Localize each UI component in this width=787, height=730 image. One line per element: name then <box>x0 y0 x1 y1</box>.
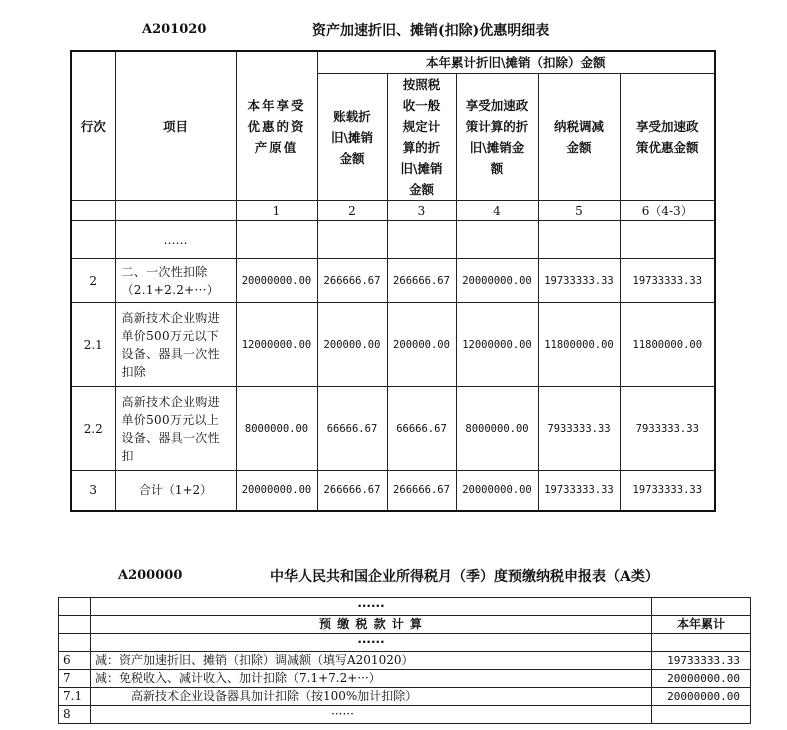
header-item: 项目 <box>115 51 236 201</box>
cell-blank <box>59 616 91 634</box>
table-row <box>71 303 715 387</box>
row-no: 8 <box>59 706 91 724</box>
row-no: 6 <box>59 652 91 670</box>
row-no: 7.1 <box>59 688 91 706</box>
header-row-no: 行次 <box>71 51 115 201</box>
row-no <box>71 221 115 259</box>
cell-value: 11800000.00 <box>620 303 715 387</box>
row-item: 高新技术企业购进单价500万元以下设备、器具一次性扣除 <box>115 303 236 387</box>
cell-value: 266666.67 <box>387 259 456 303</box>
cell-value: 266666.67 <box>317 259 387 303</box>
row-item: …… <box>115 221 236 259</box>
cell-value: 19733333.33 <box>620 259 715 303</box>
row-item: 减：资产加速折旧、摊销（扣除）调减额（填写A201020） <box>91 652 652 670</box>
cell-value <box>236 221 317 259</box>
cell-value: 200000.00 <box>317 303 387 387</box>
cell-value: 19733333.33 <box>538 471 620 511</box>
col-number-blank <box>115 201 236 221</box>
top-dots: ······ <box>91 598 652 616</box>
form-code: A201020 <box>142 22 207 37</box>
table-row <box>59 706 751 724</box>
header-book: 账载折旧\摊销金额 <box>317 74 387 201</box>
col-number: 5 <box>538 201 620 221</box>
header-label: 预 缴 税 款 计 算 <box>91 616 652 634</box>
row-item: 高新技术企业设备器具加计扣除（按100%加计扣除） <box>91 688 652 706</box>
cell-value <box>538 221 620 259</box>
col-number: 2 <box>317 201 387 221</box>
row-no: 2 <box>71 259 115 303</box>
cell-blank <box>652 634 751 652</box>
cell-value: 7933333.33 <box>620 387 715 471</box>
col-number: 1 <box>236 201 317 221</box>
table-row <box>59 652 751 670</box>
cell-value <box>456 221 538 259</box>
cell-value: 7933333.33 <box>538 387 620 471</box>
header-amount: 本年累计 <box>652 616 751 634</box>
cell-value: 19733333.33 <box>620 471 715 511</box>
cell-blank <box>59 634 91 652</box>
row-item: 二、一次性扣除（2.1+2.2+···） <box>115 259 236 303</box>
col-number: 6（4-3） <box>620 201 715 221</box>
row-item: ······ <box>91 706 652 724</box>
cell-value: 20000000.00 <box>236 471 317 511</box>
cell-value: 20000000.00 <box>456 259 538 303</box>
table-row <box>59 688 751 706</box>
cell-value: 12000000.00 <box>236 303 317 387</box>
form-title-2: 中华人民共和国企业所得税月（季）度预缴纳税申报表（A类） <box>270 569 659 585</box>
col-number: 3 <box>387 201 456 221</box>
cell-value: 200000.00 <box>387 303 456 387</box>
col-number: 4 <box>456 201 538 221</box>
header-preferential: 享受加速政策优惠金额 <box>620 74 715 201</box>
row-amount: 20000000.00 <box>652 670 751 688</box>
cell-value: 8000000.00 <box>456 387 538 471</box>
row-no: 3 <box>71 471 115 511</box>
cell-value: 20000000.00 <box>456 471 538 511</box>
row-amount <box>652 706 751 724</box>
cell-value <box>620 221 715 259</box>
cell-blank <box>652 598 751 616</box>
row-item: 高新技术企业购进单价500万元以上设备、器具一次性扣 <box>115 387 236 471</box>
table-row <box>59 670 751 688</box>
cell-value: 66666.67 <box>317 387 387 471</box>
cell-value: 8000000.00 <box>236 387 317 471</box>
row-amount: 20000000.00 <box>652 688 751 706</box>
cell-value: 266666.67 <box>387 471 456 511</box>
table-row <box>71 387 715 471</box>
mid-dots: ······ <box>91 634 652 652</box>
table-row <box>71 259 715 303</box>
header-accelerated: 享受加速政策计算的折旧\摊销金额 <box>456 74 538 201</box>
header-group: 本年累计折旧\摊销（扣除）金额 <box>317 51 715 74</box>
row-no: 2.1 <box>71 303 115 387</box>
row-amount: 19733333.33 <box>652 652 751 670</box>
table-row <box>71 471 715 511</box>
row-item: 减：免税收入、减计收入、加计扣除（7.1+7.2+···） <box>91 670 652 688</box>
cell-value: 19733333.33 <box>538 259 620 303</box>
col-number-blank <box>71 201 115 221</box>
row-no: 7 <box>59 670 91 688</box>
prepayment-table <box>58 597 751 724</box>
cell-value: 20000000.00 <box>236 259 317 303</box>
row-no: 2.2 <box>71 387 115 471</box>
cell-value <box>387 221 456 259</box>
depreciation-table <box>70 50 716 512</box>
cell-value: 12000000.00 <box>456 303 538 387</box>
form-code-2: A200000 <box>118 568 183 583</box>
header-original-value: 本年享受优惠的资产原值 <box>236 51 317 201</box>
row-item: 合计（1+2） <box>115 471 236 511</box>
cell-value <box>317 221 387 259</box>
cell-value: 66666.67 <box>387 387 456 471</box>
header-adjust: 纳税调减金额 <box>538 74 620 201</box>
header-tax-general: 按照税收一般规定计算的折旧\摊销金额 <box>387 74 456 201</box>
table-row <box>71 221 715 259</box>
cell-value: 11800000.00 <box>538 303 620 387</box>
cell-value: 266666.67 <box>317 471 387 511</box>
form-title: 资产加速折旧、摊销(扣除)优惠明细表 <box>312 23 550 39</box>
cell-blank <box>59 598 91 616</box>
